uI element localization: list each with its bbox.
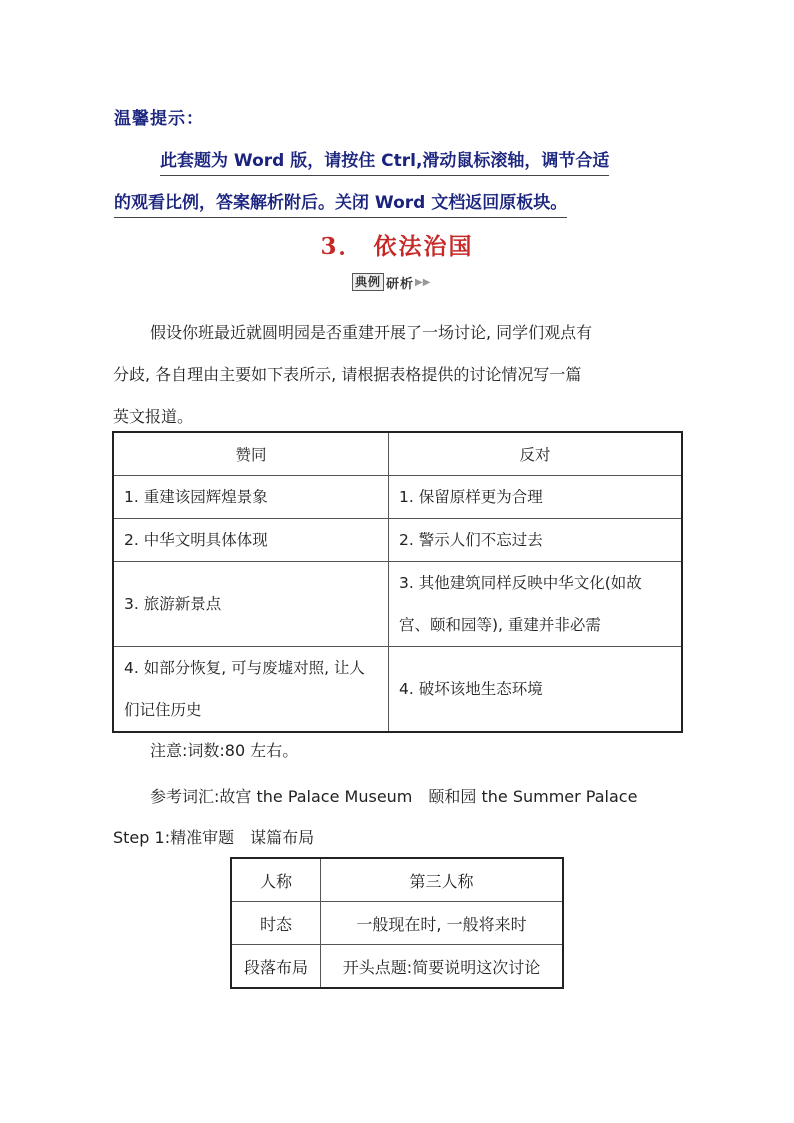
table-cell: 1. 保留原样更为合理 xyxy=(389,476,683,519)
section-heading: 3． 依法治国 xyxy=(320,233,474,260)
table-cell: 4. 破坏该地生态环境 xyxy=(389,647,683,733)
prompt-line-2: 分歧, 各自理由主要如下表所示, 请根据表格提供的讨论情况写一篇 xyxy=(113,365,582,384)
table-cell: 段落布局 xyxy=(231,945,321,989)
badge-arrow-icon: ▶▶ xyxy=(415,276,431,288)
table-row xyxy=(231,902,563,945)
table-row xyxy=(231,858,563,902)
tip-line-1: 此套题为 Word 版，请按住 Ctrl,滑动鼠标滚轴，调节合适 xyxy=(160,146,609,176)
table-row xyxy=(113,562,682,647)
header-disagree: 反对 xyxy=(389,432,683,476)
tip-title: 温馨提示： xyxy=(114,109,204,129)
table-cell: 3. 旅游新景点 xyxy=(113,562,389,647)
prompt-line-3: 英文报道。 xyxy=(113,407,194,426)
table-cell: 3. 其他建筑同样反映中华文化(如故宫、颐和园等), 重建并非必需 xyxy=(389,562,683,647)
table-cell: 2. 中华文明具体体现 xyxy=(113,519,389,562)
badge-text: 研析 xyxy=(386,276,415,292)
table-row xyxy=(113,476,682,519)
vocab-note: 参考词汇:故宫 the Palace Museum 颐和园 the Summer Palace xyxy=(150,787,638,806)
table-row xyxy=(113,647,682,733)
prompt-line-1: 假设你班最近就圆明园是否重建开展了一场讨论, 同学们观点有 xyxy=(150,323,593,342)
word-count-note: 注意:词数:80 左右。 xyxy=(150,741,299,760)
tip-line-2: 的观看比例，答案解析附后。关闭 Word 文档返回原板块。 xyxy=(114,188,567,218)
example-badge xyxy=(352,272,430,292)
table-cell: 1. 重建该园辉煌景象 xyxy=(113,476,389,519)
header-agree: 赞同 xyxy=(113,432,389,476)
table-row xyxy=(231,945,563,989)
table-cell: 4. 如部分恢复, 可与废墟对照, 让人们记住历史 xyxy=(113,647,389,733)
analysis-table xyxy=(230,857,564,989)
opinion-table xyxy=(112,431,683,733)
table-cell: 开头点题:简要说明这次讨论 xyxy=(321,945,564,989)
table-cell: 2. 警示人们不忘过去 xyxy=(389,519,683,562)
table-header-row xyxy=(113,432,682,476)
table-cell: 第三人称 xyxy=(321,858,564,902)
table-cell: 一般现在时, 一般将来时 xyxy=(321,902,564,945)
table-cell: 人称 xyxy=(231,858,321,902)
table-row xyxy=(113,519,682,562)
step-title: Step 1:精准审题 谋篇布局 xyxy=(113,828,315,847)
table-cell: 时态 xyxy=(231,902,321,945)
badge-box-text: 典例 xyxy=(352,273,384,291)
